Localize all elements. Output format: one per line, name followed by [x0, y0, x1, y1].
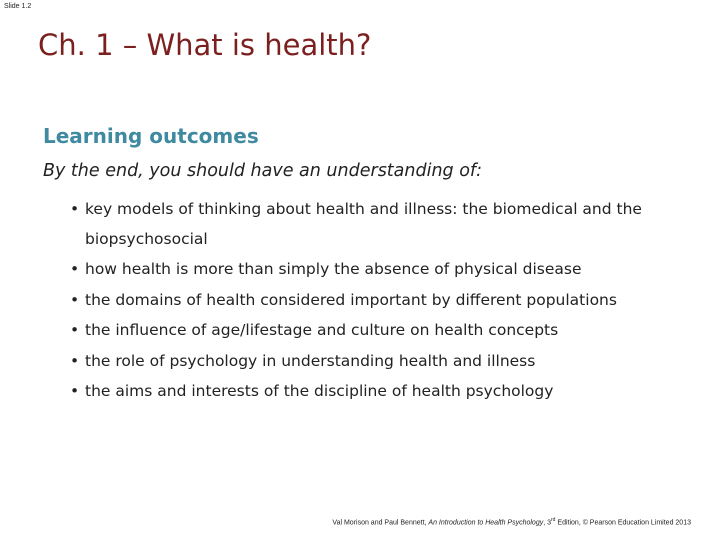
list-item — [70, 376, 680, 407]
list-item-text: the role of psychology in understanding health and illness — [85, 351, 536, 370]
list-item-text: the domains of health considered important by different populations — [85, 290, 617, 309]
learning-outcomes-list — [70, 194, 680, 407]
bullet-icon: • — [70, 200, 80, 218]
list-item-text: the aims and interests of the discipline of health psychology — [85, 382, 554, 400]
list-item — [70, 315, 680, 346]
bullet-icon: • — [70, 260, 80, 278]
bullet-icon: • — [70, 382, 80, 400]
footer-edition-suffix: rd — [551, 517, 556, 523]
list-item — [70, 285, 680, 316]
slide-title: Ch. 1 – What is health? — [38, 28, 372, 62]
footer-citation — [332, 517, 691, 526]
footer-book-title: An Introduction to Health Psychology — [428, 519, 544, 527]
list-item-text: the influence of age/lifestage and culture on health concepts — [85, 321, 559, 339]
footer-authors: Val Morison and Paul Bennett, — [332, 519, 427, 527]
list-item — [70, 194, 680, 254]
bullet-icon: • — [70, 351, 80, 370]
bullet-icon: • — [70, 321, 80, 339]
section-heading: Learning outcomes — [43, 124, 259, 148]
list-item — [70, 254, 680, 285]
list-item — [70, 346, 680, 377]
bullet-icon: • — [70, 290, 80, 309]
footer-edition-rest: Edition, © Pearson Education Limited 2013 — [555, 519, 691, 527]
list-item-text: key models of thinking about health and illness: the biomedical and the biopsychosocial — [85, 200, 642, 248]
footer-edition-number: , 3 — [543, 519, 552, 527]
intro-text: By the end, you should have an understanding of: — [43, 161, 482, 181]
list-item-text: how health is more than simply the absence of physical disease — [85, 260, 582, 278]
slide-number: Slide 1.2 — [4, 3, 32, 10]
